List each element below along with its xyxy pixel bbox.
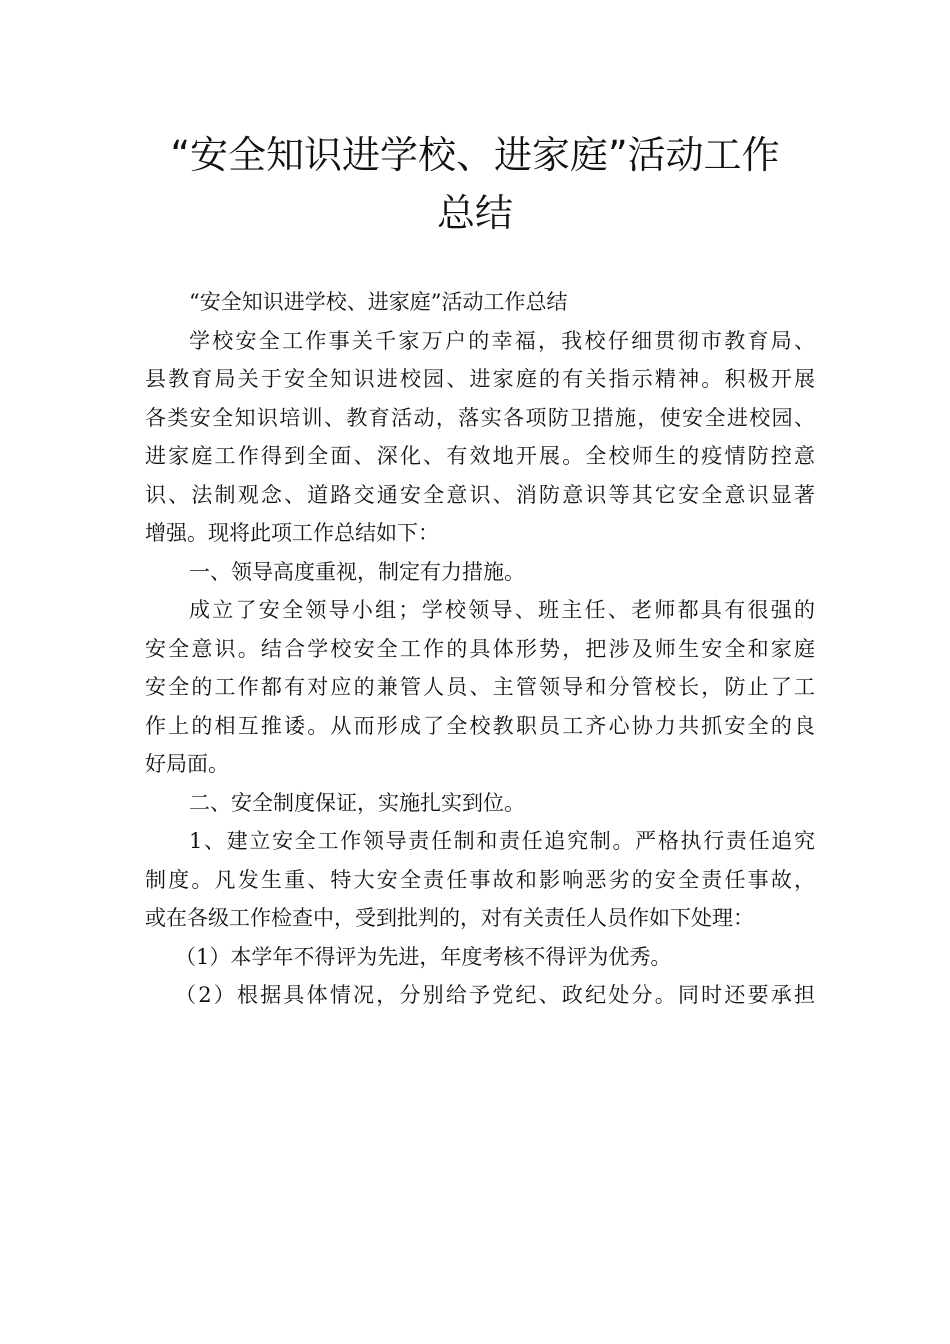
paragraph-line: 学校安全工作事关千家万户的幸福，我校仔细贯彻市教育局、	[189, 328, 815, 353]
section-heading: 二、安全制度保证，实施扎实到位。	[189, 790, 525, 815]
title-line-2: 总结	[436, 191, 513, 235]
paragraph-line: 县教育局关于安全知识进校园、进家庭的有关指示精神。积极开展	[145, 367, 815, 391]
paragraph-line: 作上的相互推诿。从而形成了全校教职员工齐心协力共抓安全的良	[145, 713, 815, 738]
paragraph-line: 好局面。	[145, 752, 229, 776]
paragraph-line: 安全的工作都有对应的兼管人员、主管领导和分管校长，防止了工	[145, 675, 815, 699]
paragraph-line: 成立了安全领导小组；学校领导、班主任、老师都具有很强的	[189, 598, 815, 622]
list-item: （1）本学年不得评为先进，年度考核不得评为优秀。	[175, 944, 672, 969]
section-heading: 一、领导高度重视，制定有力措施。	[189, 559, 525, 584]
paragraph-line: 制度。凡发生重、特大安全责任事故和影响恶劣的安全责任事故，	[145, 867, 815, 892]
paragraph-line: 1、建立安全工作领导责任制和责任追究制。严格执行责任追究	[189, 829, 815, 853]
paragraph-line: 各类安全知识培训、教育活动，落实各项防卫措施，使安全进校园、	[145, 405, 815, 430]
paragraph-line: 增强。现将此项工作总结如下：	[145, 521, 439, 545]
document-body	[145, 283, 815, 1015]
paragraph-line: 或在各级工作检查中，受到批判的，对有关责任人员作如下处理：	[145, 906, 754, 930]
document-title	[60, 126, 890, 242]
paragraph-line: 识、法制观念、道路交通安全意识、消防意识等其它安全意识显著	[145, 482, 815, 507]
paragraph-line: 进家庭工作得到全面、深化、有效地开展。全校师生的疫情防控意	[145, 444, 815, 468]
title-line-1: “安全知识进学校、进家庭”活动工作	[170, 133, 780, 177]
subtitle-line: “安全知识进学校、进家庭”活动工作总结	[189, 290, 568, 314]
paragraph-line: 安全意识。结合学校安全工作的具体形势，把涉及师生安全和家庭	[145, 636, 815, 661]
list-item: （2）根据具体情况，分别给予党纪、政纪处分。同时还要承担	[175, 983, 815, 1007]
